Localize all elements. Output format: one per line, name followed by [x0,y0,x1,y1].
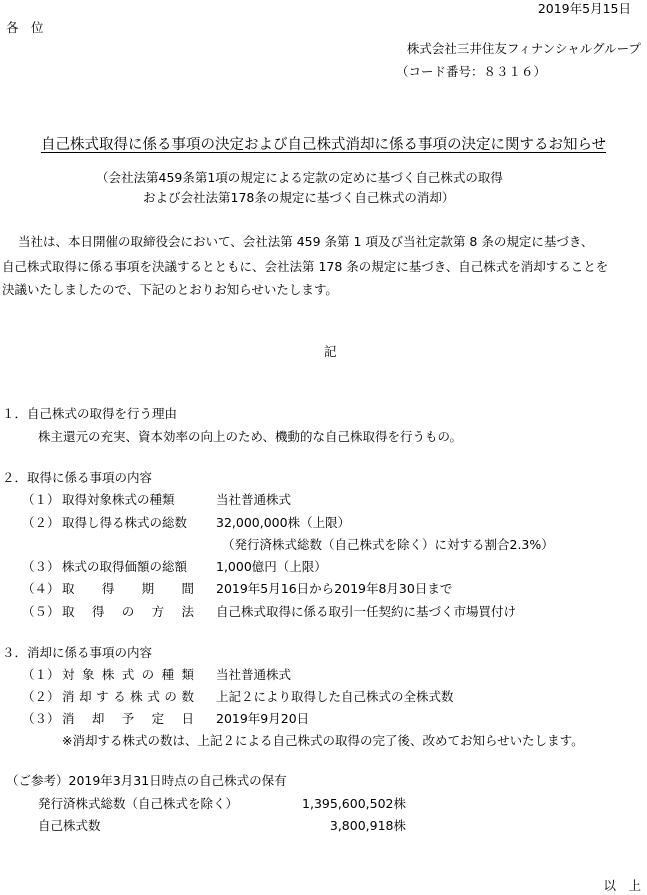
item-label: 取得の方法 [62,604,194,619]
item-label: 消却する株式の数 [62,689,194,704]
document-date: 2019年5月15日 [537,1,631,16]
closing-mark: 以 上 [603,878,641,893]
item-value: 2019年5月16日から2019年8月30日まで [216,581,453,596]
reference-value: 1,395,600,502株 [302,796,406,811]
intro-line-1: 当社は、本日開催の取締役会において、会社法第 459 条第 1 項及び当社定款第 8 条の規定に基づき、 [18,234,594,249]
subtitle-line-2: および会社法第178条の規定に基づく自己株式の消却） [143,190,455,205]
stock-code: （コード番号：８３１６） [396,64,547,79]
item-number: （３） [22,711,60,726]
item-number: （１） [22,492,60,507]
section-2-heading: ２．取得に係る事項の内容 [2,470,153,485]
section-1-heading: １．自己株式の取得を行う理由 [2,406,178,421]
item-label: 取得し得る株式の総数 [62,515,188,530]
item-label: 株式の取得価額の総額 [62,559,188,574]
item-value: 上記２により取得した自己株式の全株式数 [216,689,454,704]
item-note: （発行済株式総数（自己株式を除く）に対する割合2.3%） [222,537,554,552]
company-name: 株式会社三井住友フィナンシャルグループ [406,41,641,56]
intro-line-2: 自己株式取得に係る事項を決議するとともに、会社法第 178 条の規定に基づき、自己株式を消却することを [2,259,609,274]
section-1-body: 株主還元の充実、資本効率の向上のため、機動的な自己株取得を行うもの。 [38,429,463,444]
item-value: 当社普通株式 [216,492,292,507]
reference-heading: （ご参考）2019年3月31日時点の自己株式の保有 [6,773,287,788]
item-number: （５） [22,604,60,619]
item-value: 当社普通株式 [216,667,292,682]
item-value: 2019年9月20日 [216,711,310,726]
subtitle-line-1: （会社法第459条第1項の規定による定款の定めに基づく自己株式の取得 [96,170,503,185]
reference-label: 発行済株式総数（自己株式を除く） [38,796,239,811]
item-number: （２） [22,515,60,530]
item-value: 32,000,000株（上限） [216,515,351,530]
section-3-heading: ３．消却に係る事項の内容 [2,645,153,660]
document-title: 自己株式取得に係る事項の決定および自己株式消却に係る事項の決定に関するお知らせ [40,137,607,153]
item-label: 消却予定日 [62,711,194,726]
reference-label: 自己株式数 [38,818,101,833]
item-number: （１） [22,667,60,682]
item-label: 取得期間 [62,581,194,596]
item-number: （４） [22,581,60,596]
item-label: 対象株式の種類 [62,667,194,682]
item-number: （３） [22,559,60,574]
intro-line-3: 決議いたしましたので、下記のとおりお知らせいたします。 [2,282,338,297]
item-number: （２） [22,689,60,704]
cancellation-note: ※消却する株式の数は、上記２による自己株式の取得の完了後、改めてお知らせいたします。 [62,733,584,748]
ki-marker: 記 [324,344,337,359]
reference-value: 3,800,918株 [329,818,406,833]
item-label: 取得対象株式の種類 [62,492,175,507]
addressee: 各 位 [6,20,44,35]
item-value: 1,000億円（上限） [216,559,327,574]
item-value: 自己株式取得に係る取引一任契約に基づく市場買付け [216,604,517,619]
